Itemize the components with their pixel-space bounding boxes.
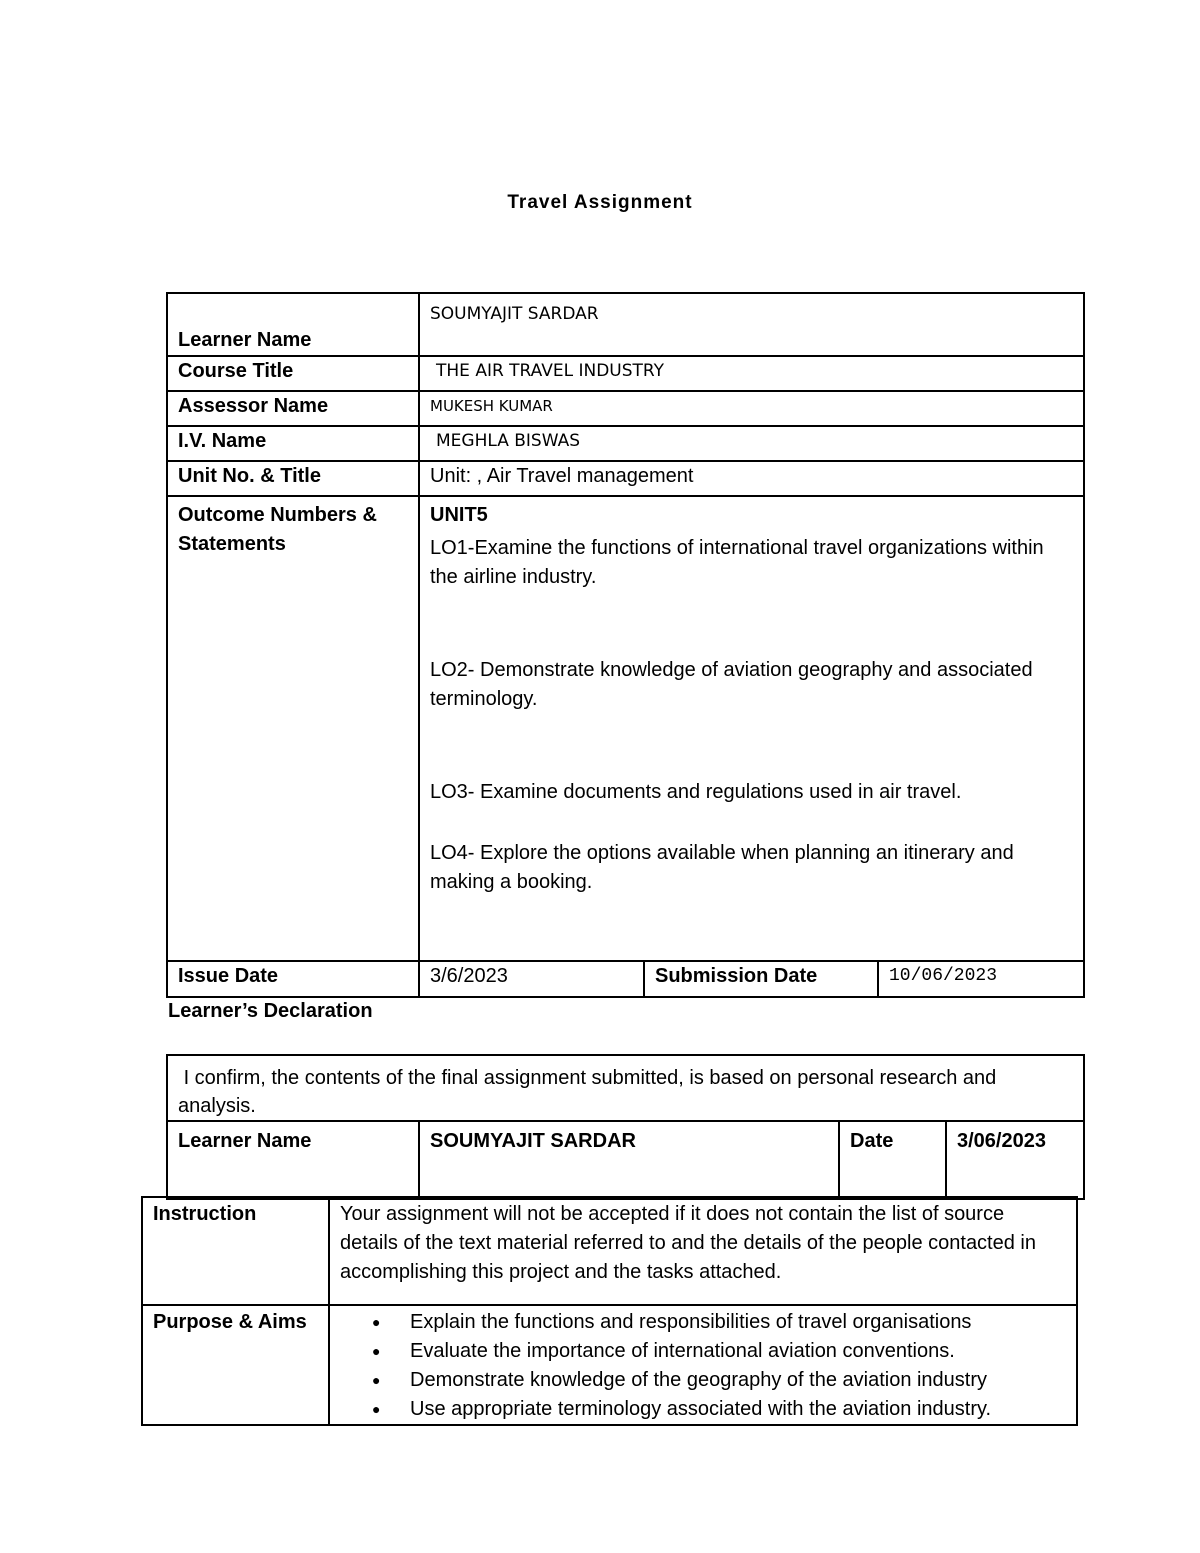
page-title: Travel Assignment <box>507 192 693 213</box>
outcome-lo4: LO4- Explore the options available when planning an itinerary and making a booking. <box>430 842 1014 893</box>
unit-value: Unit: , Air Travel management <box>419 461 1084 496</box>
assignment-info-table <box>166 292 1085 998</box>
aim-item: ● Demonstrate knowledge of the geography of the aviation industry <box>410 1366 1066 1395</box>
declaration-date-label: Date <box>839 1121 946 1199</box>
declaration-table <box>166 1054 1085 1200</box>
instruction-label: Instruction <box>142 1197 329 1305</box>
declaration-learner-label: Learner Name <box>167 1121 419 1199</box>
issue-date-label: Issue Date <box>167 961 419 997</box>
unit-label: Unit No. & Title <box>167 461 419 496</box>
instructions-table <box>141 1196 1078 1426</box>
aims-cell <box>329 1305 1077 1425</box>
outcome-lo2: LO2- Demonstrate knowledge of aviation geography and associated terminology. <box>430 659 1033 710</box>
issue-date-value: 3/6/2023 <box>419 961 644 997</box>
declaration-learner-name: SOUMYAJIT SARDAR <box>419 1121 839 1199</box>
declaration-heading: Learner’s Declaration <box>168 1000 373 1022</box>
assessor-name-value: MUKESH KUMAR <box>419 391 1084 426</box>
course-title-value: THE AIR TRAVEL INDUSTRY <box>419 356 1084 391</box>
declaration-statement: I confirm, the contents of the final assignment submitted, is based on personal research and analysis. <box>167 1055 1084 1121</box>
outcome-lo1: LO1-Examine the functions of international travel organizations within the airline industry. <box>430 537 1044 588</box>
iv-name-value: MEGHLA BISWAS <box>419 426 1084 461</box>
iv-name-label: I.V. Name <box>167 426 419 461</box>
assessor-name-label: Assessor Name <box>167 391 419 426</box>
course-title-label: Course Title <box>167 356 419 391</box>
aims-label: Purpose & Aims <box>142 1305 329 1425</box>
aim-item: ● Evaluate the importance of international aviation conventions. <box>410 1337 1066 1366</box>
learner-name-label: Learner Name <box>167 293 419 356</box>
declaration-date-value: 3/06/2023 <box>946 1121 1084 1199</box>
submission-date-value: 10/06/2023 <box>878 961 1084 997</box>
instruction-text: Your assignment will not be accepted if it does not contain the list of source details of the text material referred to and the details of the people contacted in accomplishing this project and the tasks attached. <box>329 1197 1077 1305</box>
learner-name-value: SOUMYAJIT SARDAR <box>419 293 1084 356</box>
unit-code: UNIT5 <box>430 504 488 526</box>
aim-item: ● Explain the functions and responsibilities of travel organisations <box>410 1308 1066 1337</box>
outcome-lo3: LO3- Examine documents and regulations used in air travel. <box>430 781 962 803</box>
aims-list <box>340 1308 1066 1424</box>
outcome-label: Outcome Numbers & Statements <box>167 496 419 961</box>
outcomes-cell <box>419 496 1084 961</box>
submission-date-label: Submission Date <box>644 961 878 997</box>
aim-item: ● Use appropriate terminology associated with the aviation industry. <box>410 1395 1066 1424</box>
